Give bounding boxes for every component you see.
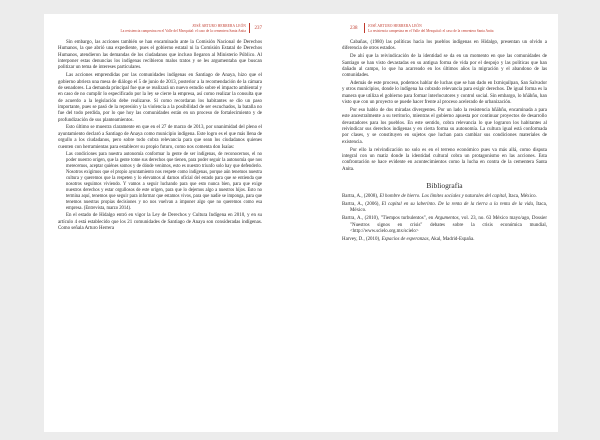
header-author: JOSÉ ARTURO HERRERA LEÓN	[192, 24, 246, 28]
paragraph: De ahí que la reivindicación de la identidad se da en un momento en que las comunidades de Santiago se han visto devastadas en su antigua forma de vida por el despojo y las políticas que han dañado al campo, lo que ha acarreado en los últimos años la migración y el abandono de las comunidades.	[342, 54, 547, 79]
bibliography-entry	[342, 202, 547, 215]
left-page-body	[58, 40, 262, 232]
paragraph: Cabañas, (1980) las políticas hacia los pueblos indígenas en Hidalgo, presentan un olvido a diferencia de otros estados.	[342, 40, 547, 52]
ref-title: Argumentos	[434, 216, 459, 222]
ref-title: Espacios de esperanzas	[381, 236, 429, 242]
book-spread	[44, 14, 558, 432]
running-header	[121, 24, 246, 34]
page-number: 238	[350, 26, 358, 31]
header-divider	[249, 23, 250, 33]
paragraph: Además de este proceso, podemos hablar de luchas que se han dado en Ixmiquilpan, San Salvador y otros municipios, donde lo indígena ha cobrado relevancia para exigir derechos. De igual forma es la manera que utiliza el gobierno para formar interlocutores y control social. Sin embargo, lo hñähñu, han visto que con un proyecto se puede hacer frente al proceso acelerado de urbanización.	[342, 81, 547, 106]
right-page	[302, 14, 558, 432]
ref-authors: Bartra, A., (2006),	[342, 202, 382, 208]
bibliography-heading: Bibliografía	[426, 180, 463, 190]
header-subtitle: La resistencia campesina en el Valle del Mezquital: el caso de la cementera Santa Anita	[120, 29, 246, 33]
paragraph: Esto último se muestra claramente en que en el 27 de marzo de 2013, por unanimidad del pleno el ayuntamiento declaró a Santiago de Anaya como municipio indígena. Este logro es el que más llena de orgullo a los ciudadanos, pero sobre todo cobra relevancia para que sean los ciudadanos quienes cuenten con herramientas para establecer su propio futuro, como nos comenta don Isaías:	[58, 125, 262, 150]
ref-authors: Bartra, A., (2010), "Tiempos turbulentos", en	[342, 216, 435, 222]
running-header	[368, 24, 493, 34]
paragraph: Por ello la reivindicación no solo es en el terreno económico pues va más allá, como disputa integral con un matiz donde la identidad cultural cobra un protagonismo en las acciones. Esta confrontación se hace evidente en acontecimientos como la lucha en contra de la cementera Santa Anita.	[342, 147, 547, 172]
page-number: 237	[254, 26, 262, 31]
ref-publisher: , vol. 23, no. 63 México mayo/ago, Dossier "Nuestros signos en crisis" debates sobre la crisis económica mundial, <http://www.scielo.org.mx/scielo>	[350, 216, 547, 234]
paragraph: Las acciones emprendidas por las comunidades indígenas en Santiago de Anaya, hizo que el gobierno abriera una mesa de diálogo el 5 de junio de 2013, posterior a la recomendación de la cámara de senadores. La demanda principal fue que se realizará un nuevo estudio sobre el impacto ambiental y en caso de no cumplir lo especificado por la ley se cierre la empresa, así como realizar la consulta que de acuerdo a la legislación debe realizarse. Si como recordaran los habitantes se dio un paso importante, pues se pasó de la represión y la violencia a la posibilidad de ser escuchados, la batalla no fue del todo perdida, por lo que hoy las comunidades están en un proceso de fortalecimiento y de profundización de sus planteamientos.	[58, 73, 262, 123]
ref-title: El hombre de hierro. Los límites sociales y naturales del capital	[379, 194, 506, 200]
right-page-body	[342, 40, 547, 243]
bibliography-entry	[342, 237, 547, 243]
block-quote: Las condiciones para nuestra autonomía conformar la gente de ser indígenas, de reconocernos, el no poder nuestro origen, que la gente tome sus derechos que tienen, para poder seguir la autonomía que nos merecemos, aceptar quiénes somos y de dónde venimos, esto es nuestro triunfo solo hay que defenderlo. Nosotros exigimos que el propio ayuntamiento nos respete como indígenas, porque aún tenemos nuestra cultura y queremos que la respeten y lo elevamos al darnos oficial del estado para que se entienda que nosotros seguimos viviendo. Y vamos a seguir luchando para que esto nunca bien, para que exige nuestros derechos y estar orgullosos de este origen, para que lo dejemos algo a nuestros hijos. Esto no termina aquí, tenemos que seguir para informar que estamos vivos, para que nadie se imponga, para que tenemos nuestras propias decisiones y no nos vuelvan a imponer algo que no queremos como esa empresa. (Entrevista, marzo 2014).	[66, 152, 262, 211]
ref-title: El capital en su laberinto. De la renta de la tierra a la renta de la vida	[381, 202, 533, 208]
bibliography-entry	[342, 194, 547, 200]
ref-publisher: , Itaca, México.	[350, 202, 548, 214]
ref-publisher: , Akal, Madrid-España.	[428, 236, 475, 242]
ref-publisher: , Itaca, México.	[505, 194, 537, 200]
bibliography-entry	[342, 216, 547, 235]
paragraph: Por eso hablo de dos miradas divergentes. Por un lado la resistencia hñähñu, encaminada a para este ancestralmente a su territorio, mientras el gobierno apuesta por continuar proyectos de desarrollo devastadores para los pueblos. En este sentido, cobra relevancia lo que lograron los habitantes al reivindicar sus derechos indígenas y en cierta forma su autonomía. La cultura igual está conformada por clases, y se constituyen en sujetos que luchan para cambiar sus condiciones materiales de existencia.	[342, 107, 547, 145]
header-subtitle: La resistencia campesina en el Valle del Mezquital: el caso de la cementera Santa Anita	[368, 29, 494, 33]
ref-authors: Bartra, A., (2008),	[342, 194, 380, 200]
header-divider	[364, 23, 365, 33]
paragraph: Sin embargo, las acciones también se han encaminado ante la Comisión Nacional de Derechos Humanos, la que abrió una expediente, pues el gobierno estatal ni la Comisión Estatal de Derechos Humanos, atendieron las demandas de los ciudadanos que incluso llegaron al Ministerio Público. Al interponer estas denuncias los indígenas recibieron malos tratos y se les argumentaba que buscan politizar un tema de intereses particulares.	[58, 40, 262, 71]
paragraph: En el estado de Hidalgo entró en vigor la Ley de Derechos y Cultura Indígena en 2010, y en su artículo 4 está establecido que los 21 comunidades de Santiago de Anaya son consideradas indígenas. Como señala Arturo Herrera	[58, 213, 262, 232]
header-author: JOSÉ ARTURO HERRERA LEÓN	[368, 24, 422, 28]
left-page	[44, 14, 300, 432]
ref-authors: Harvey, D., (2010),	[342, 236, 382, 242]
